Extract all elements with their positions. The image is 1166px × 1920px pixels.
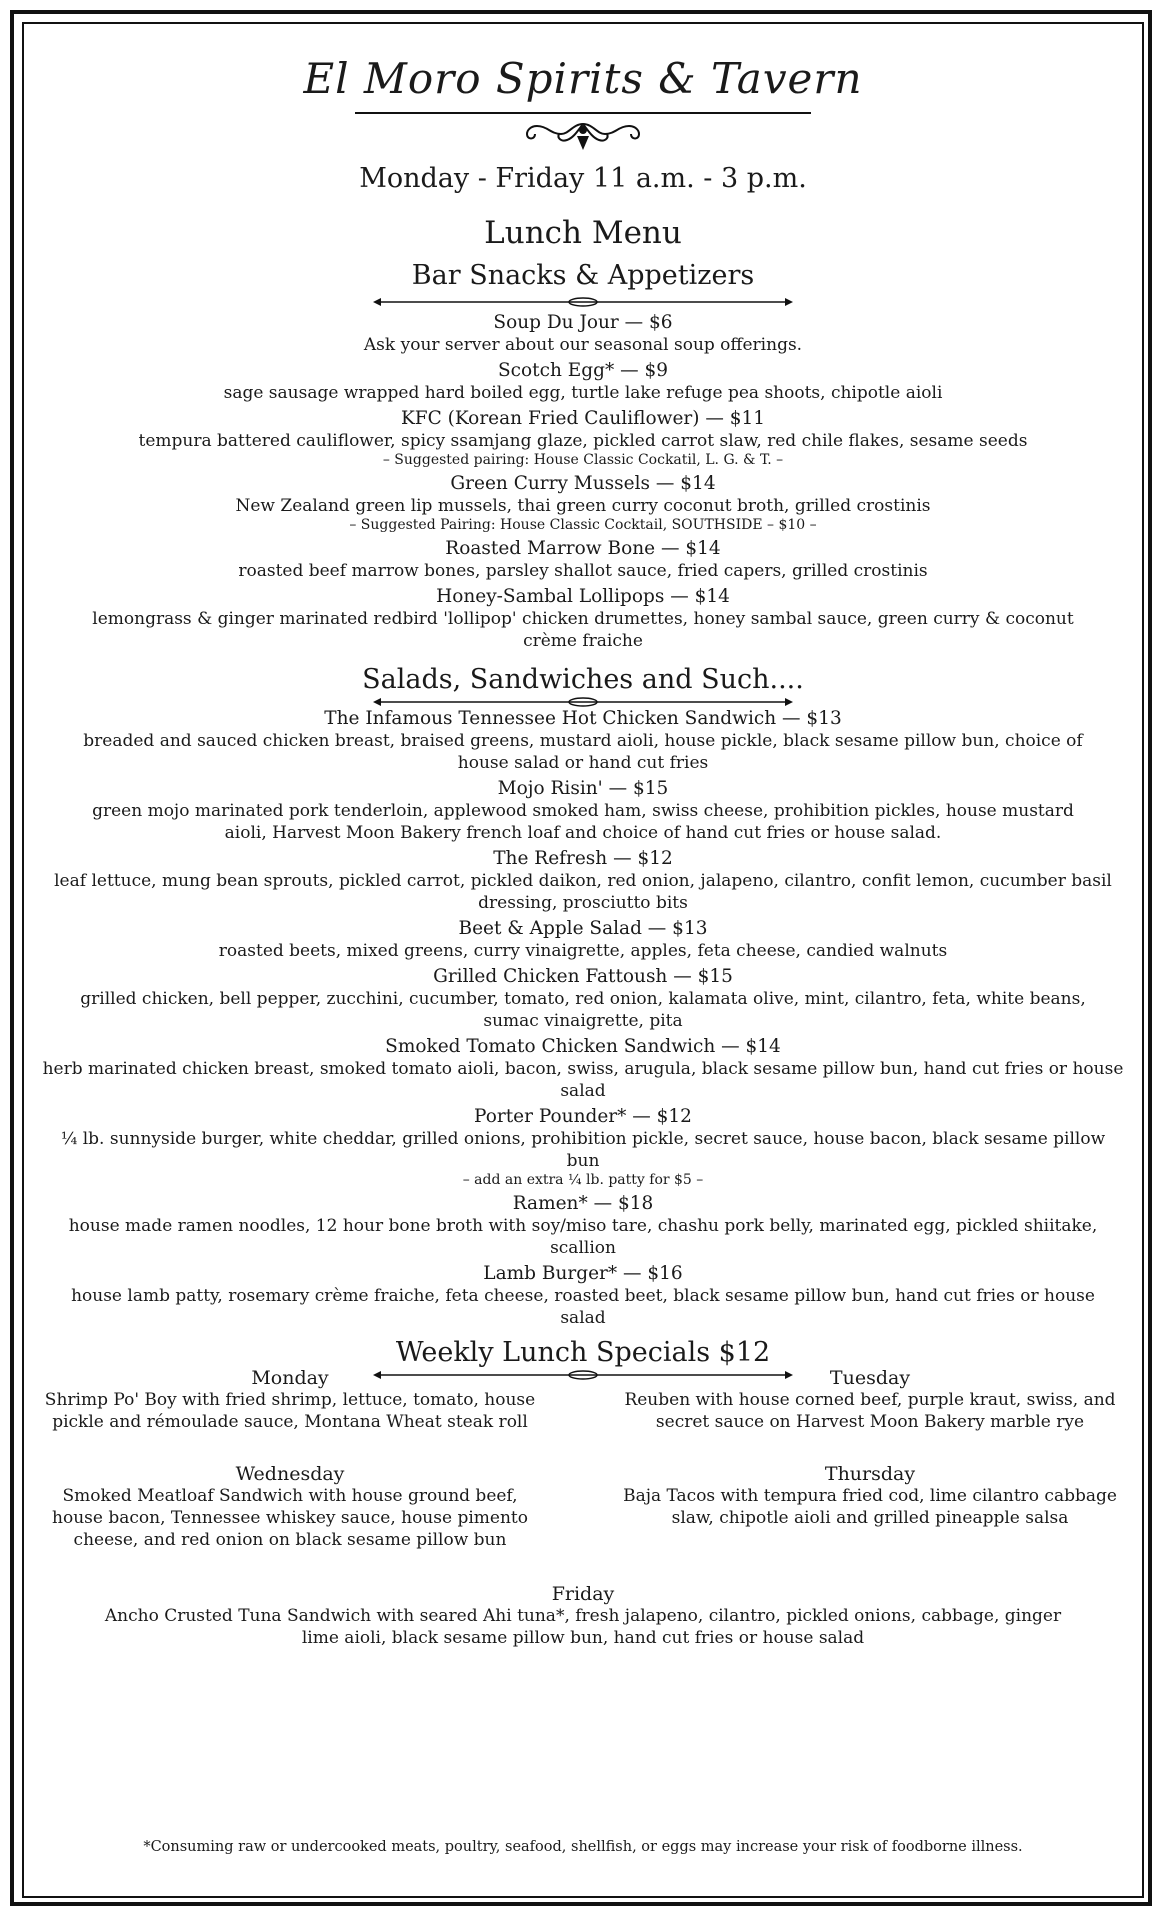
section-title-weekly-specials: Weekly Lunch Specials $12 xyxy=(395,1337,771,1368)
item-description: house lamb patty, rosemary crème fraiche, feta cheese, roasted beet, black sesame pillow bun, hand cut fries or house salad xyxy=(71,1286,1095,1328)
day-description: Ancho Crusted Tuna Sandwich with seared Ahi tuna*, fresh jalapeno, cilantro, pickled onions, cabbage, ginger lime aioli, black sesame pillow bun, hand cut fries or house salad xyxy=(104,1606,1062,1648)
item-name: Ramen* — $18 xyxy=(512,1193,654,1214)
item-description: tempura battered cauliflower, spicy ssamjang glaze, pickled carrot slaw, red chile flakes, sesame seeds xyxy=(138,431,1028,451)
item-description: grilled chicken, bell pepper, zucchini, cucumber, tomato, red onion, kalamata olive, mint, cilantro, feta, white beans, sumac vinaigrette, pita xyxy=(80,989,1086,1031)
item-name: Lamb Burger* — $16 xyxy=(483,1263,683,1284)
item-description: roasted beef marrow bones, parsley shallot sauce, fried capers, grilled crostinis xyxy=(238,561,928,581)
section-title-appetizers: Bar Snacks & Appetizers xyxy=(411,260,755,291)
item-name: The Refresh — $12 xyxy=(493,848,673,869)
item-description: sage sausage wrapped hard boiled egg, turtle lake refuge pea shoots, chipotle aioli xyxy=(223,383,943,403)
item-description: lemongrass & ginger marinated redbird 'lollipop' chicken drumettes, honey sambal sauce, green curry & coconut crème fraiche xyxy=(92,609,1074,651)
day-name: Thursday xyxy=(824,1463,916,1485)
item-description: green mojo marinated pork tenderloin, applewood smoked ham, swiss cheese, prohibition pickles, house mustard aioli, Harvest Moon Bakery french loaf and choice of hand cut fries or house salad. xyxy=(92,801,1074,843)
item-description: leaf lettuce, mung bean sprouts, pickled carrot, pickled daikon, red onion, jalapeno, cilantro, confit lemon, cucumber basil dressing, prosciutto bits xyxy=(54,871,1112,913)
menu-item xyxy=(30,708,1136,774)
menu-item xyxy=(30,360,1136,404)
menu-title: Lunch Menu xyxy=(484,215,682,251)
day-name: Tuesday xyxy=(829,1367,911,1389)
title-rule xyxy=(355,112,811,114)
menu-item xyxy=(30,538,1136,582)
day-description: Smoked Meatloaf Sandwich with house ground beef, house bacon, Tennessee whiskey sauce, house pimento cheese, and red onion on black sesame pillow bun xyxy=(52,1486,528,1550)
item-pairing-note: – Suggested Pairing: House Classic Cocktail, SOUTHSIDE – $10 – xyxy=(349,517,817,533)
item-description: New Zealand green lip mussels, thai green curry coconut broth, grilled crostinis xyxy=(235,496,931,516)
arrow-divider-icon xyxy=(373,696,793,708)
day-name: Wednesday xyxy=(235,1463,345,1485)
item-name: Roasted Marrow Bone — $14 xyxy=(445,538,721,559)
hours-line: Monday - Friday 11 a.m. - 3 p.m. xyxy=(359,163,807,194)
day-description: Baja Tacos with tempura fried cod, lime cilantro cabbage slaw, chipotle aioli and grilled pineapple salsa xyxy=(623,1486,1117,1528)
weekly-specials xyxy=(30,1367,1136,1667)
item-name: Smoked Tomato Chicken Sandwich — $14 xyxy=(385,1036,781,1057)
item-description: house made ramen noodles, 12 hour bone broth with soy/miso tare, chashu pork belly, marinated egg, pickled shiitake, scallion xyxy=(68,1216,1098,1258)
day-description: Shrimp Po' Boy with fried shrimp, lettuce, tomato, house pickle and rémoulade sauce, Montana Wheat steak roll xyxy=(44,1390,536,1432)
menu-item xyxy=(30,312,1136,356)
day-name: Friday xyxy=(551,1583,615,1605)
day-name: Monday xyxy=(251,1367,329,1389)
item-description: herb marinated chicken breast, smoked tomato aioli, bacon, swiss, arugula, black sesame pillow bun, hand cut fries or house salad xyxy=(42,1059,1124,1101)
flourish-ornament-icon xyxy=(513,116,653,156)
item-name: The Infamous Tennessee Hot Chicken Sandwich — $13 xyxy=(324,708,842,729)
item-description: ¼ lb. sunnyside burger, white cheddar, grilled onions, prohibition pickle, secret sauce, house bacon, black sesame pillow bun xyxy=(60,1129,1106,1171)
menu-item xyxy=(30,918,1136,962)
restaurant-name: El Moro Spirits & Tavern xyxy=(303,54,863,103)
menu-item xyxy=(30,848,1136,914)
item-name: Soup Du Jour — $6 xyxy=(493,312,673,333)
menu-item xyxy=(30,778,1136,844)
item-description: Ask your server about our seasonal soup offerings. xyxy=(363,335,803,355)
item-name: Grilled Chicken Fattoush — $15 xyxy=(433,966,733,987)
item-name: Scotch Egg* — $9 xyxy=(497,360,668,381)
item-name: Beet & Apple Salad — $13 xyxy=(458,918,708,939)
special-wednesday xyxy=(40,1463,540,1551)
menu-item xyxy=(30,586,1136,652)
special-friday xyxy=(30,1583,1136,1649)
item-addon-note: – add an extra ¼ lb. patty for $5 – xyxy=(462,1172,704,1188)
menu-item xyxy=(30,1193,1136,1259)
special-thursday xyxy=(610,1463,1130,1529)
section-title-sandwiches: Salads, Sandwiches and Such.... xyxy=(362,664,804,695)
menu-item xyxy=(30,1036,1136,1102)
item-name: Green Curry Mussels — $14 xyxy=(450,473,716,494)
day-description: Reuben with house corned beef, purple kraut, swiss, and secret sauce on Harvest Moon Bakery marble rye xyxy=(624,1390,1116,1432)
item-name: Mojo Risin' — $15 xyxy=(497,778,669,799)
item-name: Porter Pounder* — $12 xyxy=(474,1106,692,1127)
item-name: Honey-Sambal Lollipops — $14 xyxy=(436,586,730,607)
menu-item xyxy=(30,1106,1136,1189)
menu-item xyxy=(30,473,1136,534)
item-description: roasted beets, mixed greens, curry vinaigrette, apples, feta cheese, candied walnuts xyxy=(218,941,948,961)
menu-item xyxy=(30,966,1136,1032)
menu-item xyxy=(30,408,1136,469)
special-monday xyxy=(40,1367,540,1433)
item-name: KFC (Korean Fried Cauliflower) — $11 xyxy=(400,408,766,429)
item-description: breaded and sauced chicken breast, braised greens, mustard aioli, house pickle, black sesame pillow bun, choice of house salad or hand cut fries xyxy=(83,731,1083,773)
menu-content xyxy=(30,40,1136,1667)
menu-item xyxy=(30,1263,1136,1329)
special-tuesday xyxy=(610,1367,1130,1433)
food-safety-disclaimer: *Consuming raw or undercooked meats, poultry, seafood, shellfish, or eggs may increase your risk of foodborne illness. xyxy=(143,1839,1023,1855)
item-pairing-note: – Suggested pairing: House Classic Cockatil, L. G. & T. – xyxy=(382,452,784,468)
arrow-divider-icon xyxy=(373,296,793,308)
